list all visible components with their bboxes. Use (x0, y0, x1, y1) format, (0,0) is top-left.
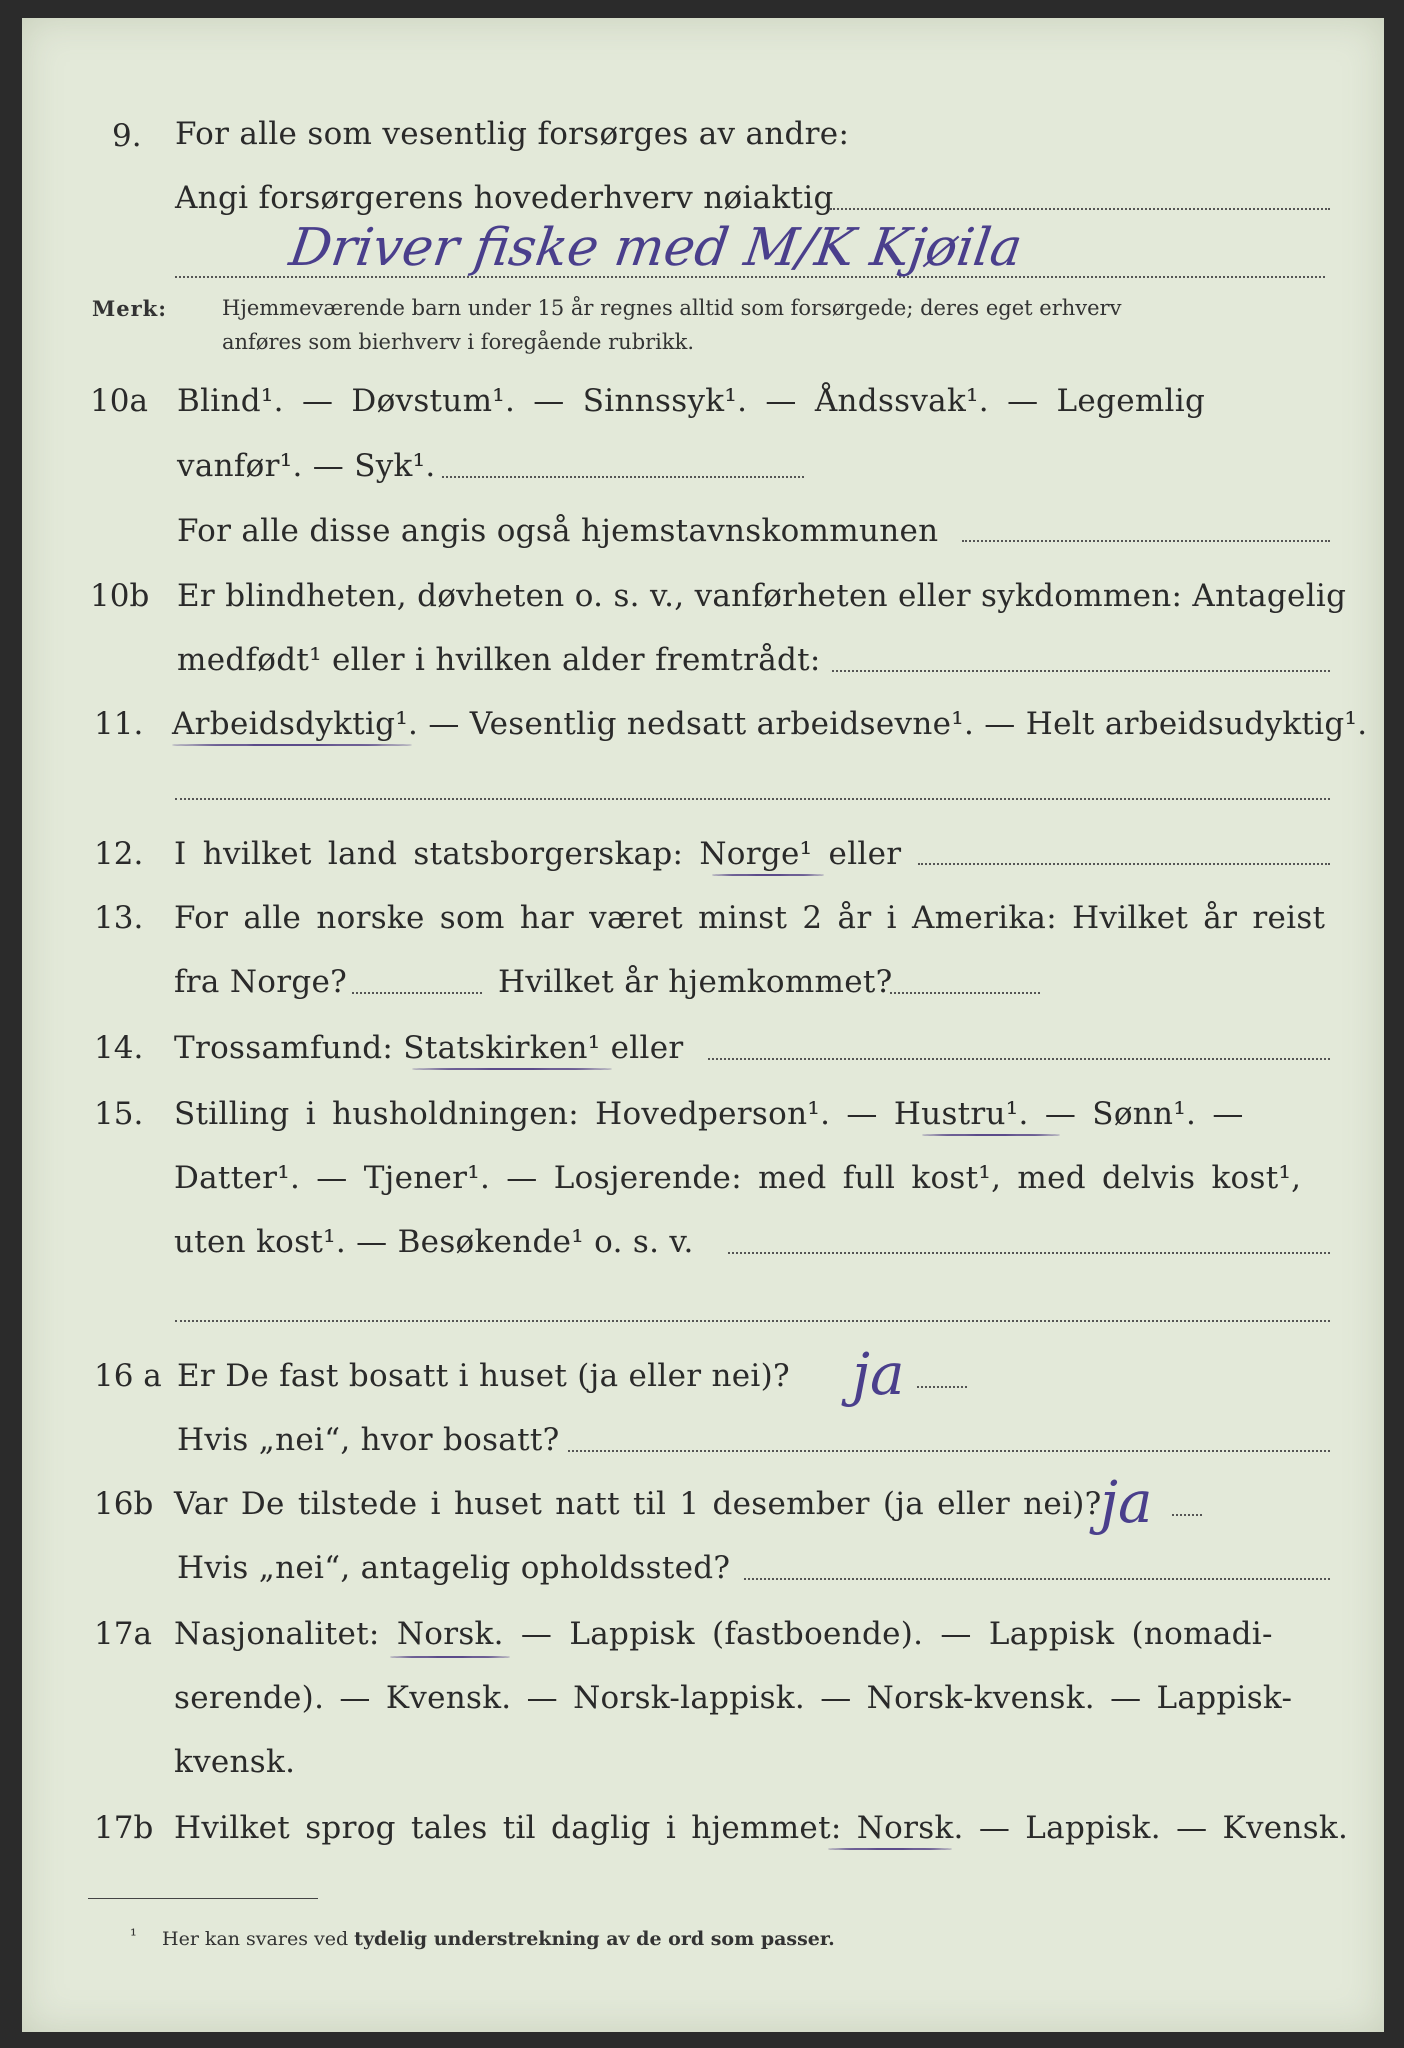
footnote-text (162, 1928, 835, 1950)
q11-underline-arbeidsdyktig (172, 744, 412, 746)
footnote-mark: ¹ (130, 1926, 137, 1946)
q17a-line3: kvensk. (174, 1744, 296, 1780)
footnote-rule (88, 1898, 318, 1899)
q16a-handwritten-answer[interactable]: ja (852, 1340, 905, 1408)
q12-line1: I hvilket land statsborgerskap: Norge¹ eller (174, 836, 902, 872)
q15-line2: Datter¹. — Tjener¹. — Losjerende: med full kost¹, med delvis kost¹, (174, 1160, 1302, 1196)
q13-number: 13. (94, 900, 144, 936)
q15-underline-hustru (922, 1134, 1060, 1136)
merk-line1: Hjemmeværende barn under 15 år regnes alltid som forsørgede; deres eget erhverv (222, 296, 1122, 320)
q14-dotted-line (708, 1058, 1330, 1060)
q16b-dotted-line-2 (744, 1578, 1330, 1580)
q13-line2b: Hvilket år hjemkommet? (498, 964, 893, 1000)
q17b-number: 17b (94, 1810, 154, 1846)
q10b-number: 10b (90, 578, 150, 614)
q16a-dotted-line-1 (917, 1386, 967, 1388)
q15-line3: uten kost¹. — Besøkende¹ o. s. v. (174, 1224, 694, 1260)
q9-handwritten-answer[interactable]: Driver fiske med M/K Kjøila (285, 218, 1026, 278)
q15-dotted-line-1 (728, 1252, 1330, 1254)
q17a-underline-norsk (390, 1656, 510, 1658)
q15-number: 15. (94, 1096, 144, 1132)
q16a-number: 16 a (94, 1358, 162, 1394)
q17b-underline-norsk (828, 1848, 952, 1850)
q12-number: 12. (94, 836, 144, 872)
q10a-line3: For alle disse angis også hjemstavnskommunen (177, 513, 939, 549)
q16b-line1: Var De tilstede i huset natt til 1 desember (ja eller nei)? (174, 1486, 1102, 1522)
q10a-line2: vanfør¹. — Syk¹. (177, 448, 436, 484)
q16b-line2: Hvis „nei“, antagelig opholdssted? (177, 1550, 731, 1586)
q16a-line2: Hvis „nei“, hvor bosatt? (177, 1422, 560, 1458)
q16a-line1: Er De fast bosatt i huset (ja eller nei)? (177, 1358, 790, 1394)
q12-underline-norge (712, 874, 824, 876)
q10b-line1: Er blindheten, døvheten o. s. v., vanførheten eller sykdommen: Antagelig (177, 578, 1347, 614)
merk-line2: anføres som bierhverv i foregående rubrikk. (222, 330, 695, 354)
q11-number: 11. (94, 706, 144, 742)
footnote-text-b: tydelig understrekning av de ord som passer. (354, 1928, 835, 1950)
q17b-line1: Hvilket sprog tales til daglig i hjemmet: Norsk. — Lappisk. — Kvensk. (174, 1810, 1349, 1846)
q17a-line2: serende). — Kvensk. — Norsk-lappisk. — Norsk-kvensk. — Lappisk- (174, 1680, 1293, 1716)
q15-dotted-line-2 (175, 1320, 1330, 1322)
q17a-number: 17a (94, 1616, 152, 1652)
merk-label: Merk: (92, 296, 167, 321)
q11-line1: Arbeidsdyktig¹. — Vesentlig nedsatt arbeidsevne¹. — Helt arbeidsudyktig¹. (172, 706, 1368, 742)
q10b-line2: medfødt¹ eller i hvilken alder fremtrådt: (177, 642, 821, 678)
q13-dotted-line-1 (352, 992, 482, 994)
q16b-dotted-line-1 (1172, 1514, 1202, 1516)
q15-line1: Stilling i husholdningen: Hovedperson¹. — Hustru¹. — Sønn¹. — (174, 1096, 1244, 1132)
q10a-number: 10a (90, 383, 148, 419)
q11-dotted-line (175, 798, 1330, 800)
q9-number: 9. (112, 118, 142, 154)
footnote-text-a: Her kan svares ved (162, 1928, 355, 1950)
q10a-line1: Blind¹. — Døvstum¹. — Sinnssyk¹. — Åndssvak¹. — Legemlig (177, 383, 1206, 419)
q16a-dotted-line-2 (568, 1450, 1330, 1452)
q13-line1: For alle norske som har været minst 2 år i Amerika: Hvilket år reist (174, 900, 1326, 936)
q17a-line1: Nasjonalitet: Norsk. — Lappisk (fastboende). — Lappisk (nomadi- (174, 1616, 1273, 1652)
census-form-page (22, 18, 1384, 2032)
q12-dotted-line (918, 863, 1330, 865)
q14-line1: Trossamfund: Statskirken¹ eller (174, 1030, 684, 1066)
q16b-handwritten-answer[interactable]: ja (1100, 1468, 1153, 1536)
q16b-number: 16b (94, 1486, 154, 1522)
q9-line1: For alle som vesentlig forsørges av andre: (175, 116, 850, 152)
q9-dotted-line-1 (830, 208, 1330, 210)
q14-number: 14. (94, 1030, 144, 1066)
q14-underline-statskirken (412, 1068, 612, 1070)
q10a-dotted-line-2 (962, 540, 1330, 542)
q10a-dotted-line-1 (442, 476, 804, 478)
q13-line2a: fra Norge? (174, 964, 348, 1000)
q10b-dotted-line (832, 670, 1330, 672)
q9-line2: Angi forsørgerens hovederhverv nøiaktig (175, 180, 834, 216)
q13-dotted-line-2 (890, 992, 1040, 994)
